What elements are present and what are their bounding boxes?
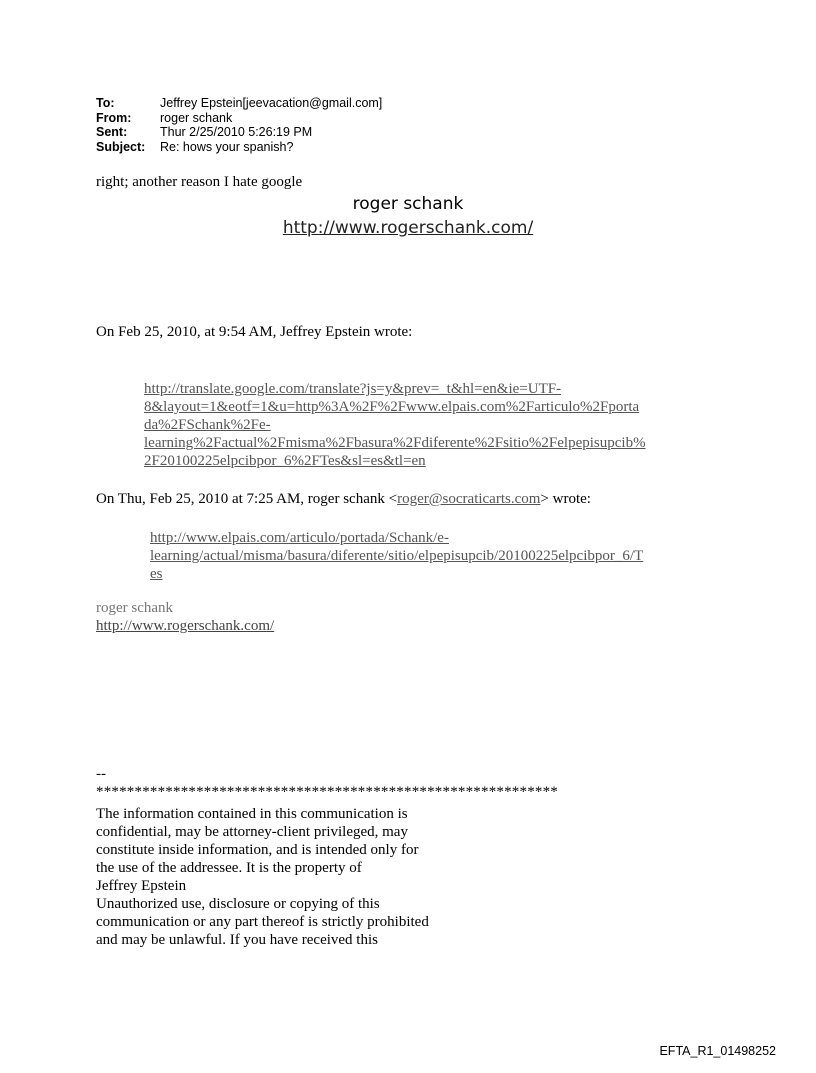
quote1-intro: On Feb 25, 2010, at 9:54 AM, Jeffrey Epstein wrote: <box>96 324 413 340</box>
from-row <box>96 111 382 126</box>
sent-label: Sent: <box>96 125 128 139</box>
to-label: To: <box>96 96 115 110</box>
quote1-link-line[interactable]: http://translate.google.com/translate?js=y&prev=_t&hl=en&ie=UTF- <box>144 381 562 397</box>
disclaimer-stars: ************************************************************ <box>96 784 558 800</box>
disclaimer-line: confidential, may be attorney-client privileged, may <box>96 824 408 840</box>
quote1-link-line[interactable]: 8&layout=1&eotf=1&u=http%3A%2F%2Fwww.elpais.com%2Farticulo%2Fporta <box>144 399 640 415</box>
subject-row <box>96 140 382 155</box>
quote2-link-line[interactable]: es <box>150 566 163 582</box>
disclaimer-dashes: -- <box>96 766 106 782</box>
from-value: roger schank <box>160 110 233 125</box>
disclaimer-line: Unauthorized use, disclosure or copying of this <box>96 896 380 912</box>
quote1-link-line[interactable]: da%2FSchank%2Fe- <box>144 417 271 433</box>
quote2-email-link[interactable]: roger@socraticarts.com <box>397 491 541 507</box>
quote2-signature-link[interactable]: http://www.rogerschank.com/ <box>96 618 275 634</box>
sent-row <box>96 125 382 140</box>
disclaimer-line: The information contained in this communication is <box>96 806 408 822</box>
quote2-link-line[interactable]: http://www.elpais.com/articulo/portada/Schank/e- <box>150 530 449 546</box>
subject-label: Subject: <box>96 139 146 154</box>
sent-value: Thur 2/25/2010 5:26:19 PM <box>160 125 313 139</box>
quote2-intro-prefix: On Thu, Feb 25, 2010 at 7:25 AM, roger schank < <box>96 491 398 507</box>
disclaimer-line: and may be unlawful. If you have received this <box>96 932 378 948</box>
disclaimer-line: communication or any part thereof is strictly prohibited <box>96 914 429 930</box>
from-label: From: <box>96 110 132 125</box>
disclaimer-line: constitute inside information, and is intended only for <box>96 842 419 858</box>
quote2-link-line[interactable]: learning/actual/misma/basura/diferente/sitio/elpepisupcib/20100225elpcibpor_6/T <box>150 548 644 564</box>
quote1-link[interactable] <box>144 380 684 470</box>
subject-value: Re: hows your spanish? <box>160 139 294 154</box>
to-row <box>96 96 382 111</box>
to-value: Jeffrey Epstein[jeevacation@gmail.com] <box>160 96 383 110</box>
quote1-link-line[interactable]: learning%2Factual%2Fmisma%2Fbasura%2Fdiferente%2Fsitio%2Felpepisupcib% <box>144 435 646 451</box>
quote2-signature-name: roger schank <box>96 600 174 616</box>
quote2-intro <box>96 491 591 508</box>
disclaimer-line: Jeffrey Epstein <box>96 878 187 894</box>
quote2-link[interactable] <box>150 529 690 583</box>
reply-text: right; another reason I hate google <box>96 174 303 190</box>
disclaimer <box>96 805 429 949</box>
disclaimer-line: the use of the addressee. It is the property of <box>96 860 362 876</box>
quote2-intro-suffix: > wrote: <box>540 491 591 507</box>
email-header <box>96 96 382 154</box>
signature-name: roger schank <box>352 194 464 214</box>
quote1-link-line[interactable]: 2F20100225elpcibpor_6%2FTes&sl=es&tl=en <box>144 453 426 469</box>
signature-link[interactable]: http://www.rogerschank.com/ <box>282 218 534 238</box>
document-id: EFTA_R1_01498252 <box>659 1044 776 1058</box>
